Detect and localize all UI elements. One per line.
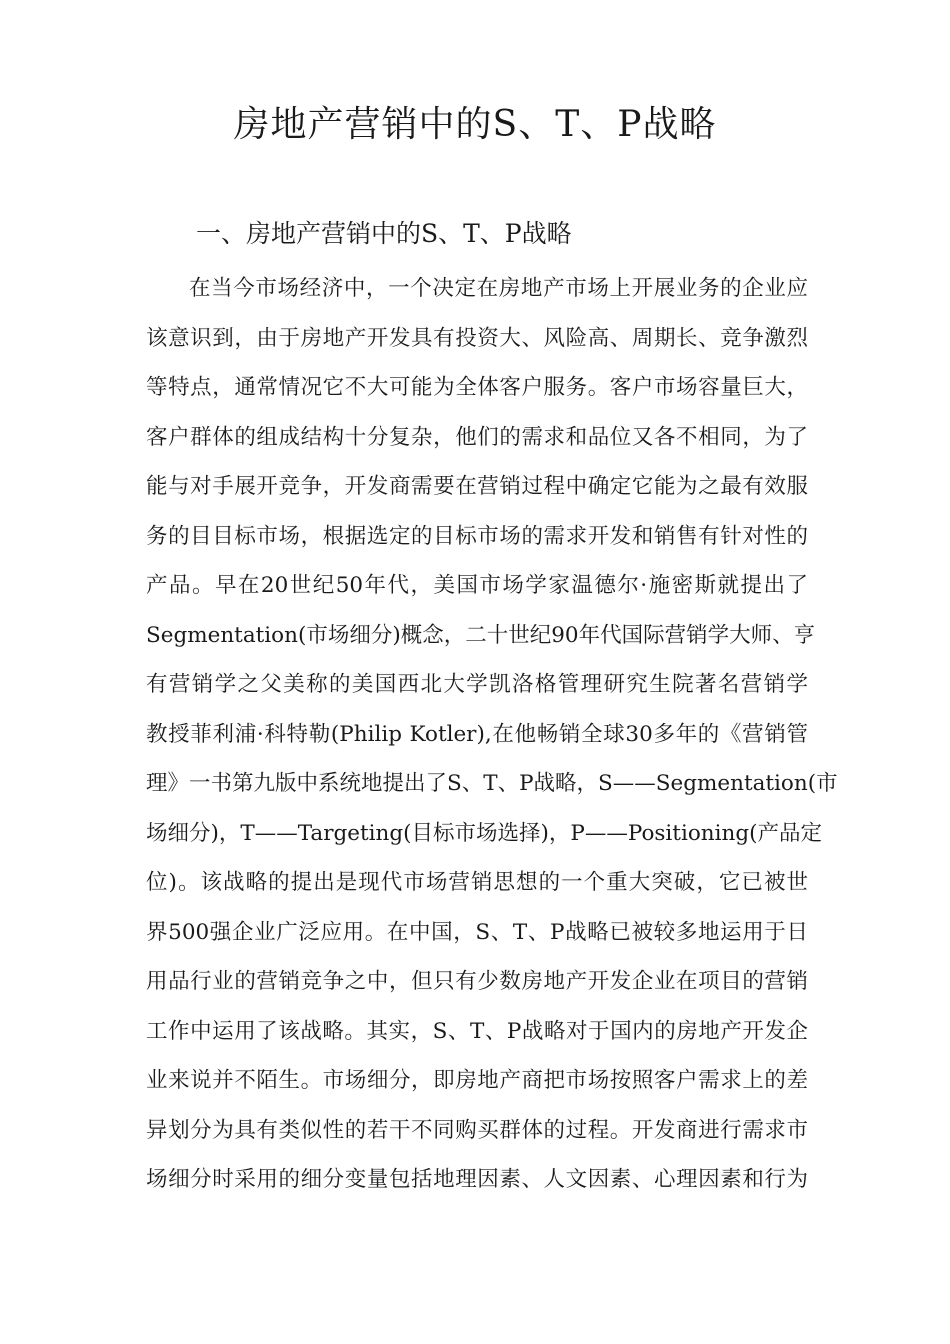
section-heading: 一、房地产营销中的S、T、P战略 [196,219,572,248]
body-line: 场细分时采用的细分变量包括地理因素、人文因素、心理因素和行为 [146,1167,808,1192]
body-line: 有营销学之父美称的美国西北大学凯洛格管理研究生院著名营销学 [146,672,808,697]
body-line: Segmentation(市场细分)概念，二十世纪90年代国际营销学大师、亨 [146,622,816,648]
body-line: 该意识到，由于房地产开发具有投资大、风险高、周期长、竞争激烈 [146,325,808,351]
body-line: 等特点，通常情况它不大可能为全体客户服务。客户市场容量巨大， [146,375,808,400]
body-line: 界500强企业广泛应用。在中国，S、T、P战略已被较多地运用于日 [146,919,808,945]
body-line: 产品。早在20世纪50年代，美国市场学家温德尔·施密斯就提出了 [146,573,808,598]
body-line: 场细分)，T——Targeting(目标市场选择)，P——Positioning(产品定 [146,820,822,846]
body-line: 理》一书第九版中系统地提出了S、T、P战略，S——Segmentation(市 [146,771,838,796]
body-line: 客户群体的组成结构十分复杂，他们的需求和品位又各不相同，为了 [146,424,808,450]
body-line: 业来说并不陌生。市场细分，即房地产商把市场按照客户需求上的差 [146,1068,808,1093]
body-line: 异划分为具有类似性的若干不同购买群体的过程。开发商进行需求市 [146,1117,808,1143]
body-paragraph [146,264,838,1205]
body-line: 位)。该战略的提出是现代市场营销思想的一个重大突破，它已被世 [146,870,808,895]
body-line: 用品行业的营销竞争之中，但只有少数房地产开发企业在项目的营销 [146,969,808,994]
body-line: 能与对手展开竞争，开发商需要在营销过程中确定它能为之最有效服 [146,474,808,499]
document-title: 房地产营销中的S、T、P战略 [233,104,717,145]
body-line: 教授菲利浦·科特勒(Philip Kotler),在他畅销全球30多年的《营销管 [146,721,808,747]
body-line: 在当今市场经济中，一个决定在房地产市场上开展业务的企业应 [189,276,808,301]
body-line: 工作中运用了该战略。其实，S、T、P战略对于国内的房地产开发企 [146,1018,808,1044]
body-line: 务的目目标市场，根据选定的目标市场的需求开发和销售有针对性的 [146,523,808,549]
